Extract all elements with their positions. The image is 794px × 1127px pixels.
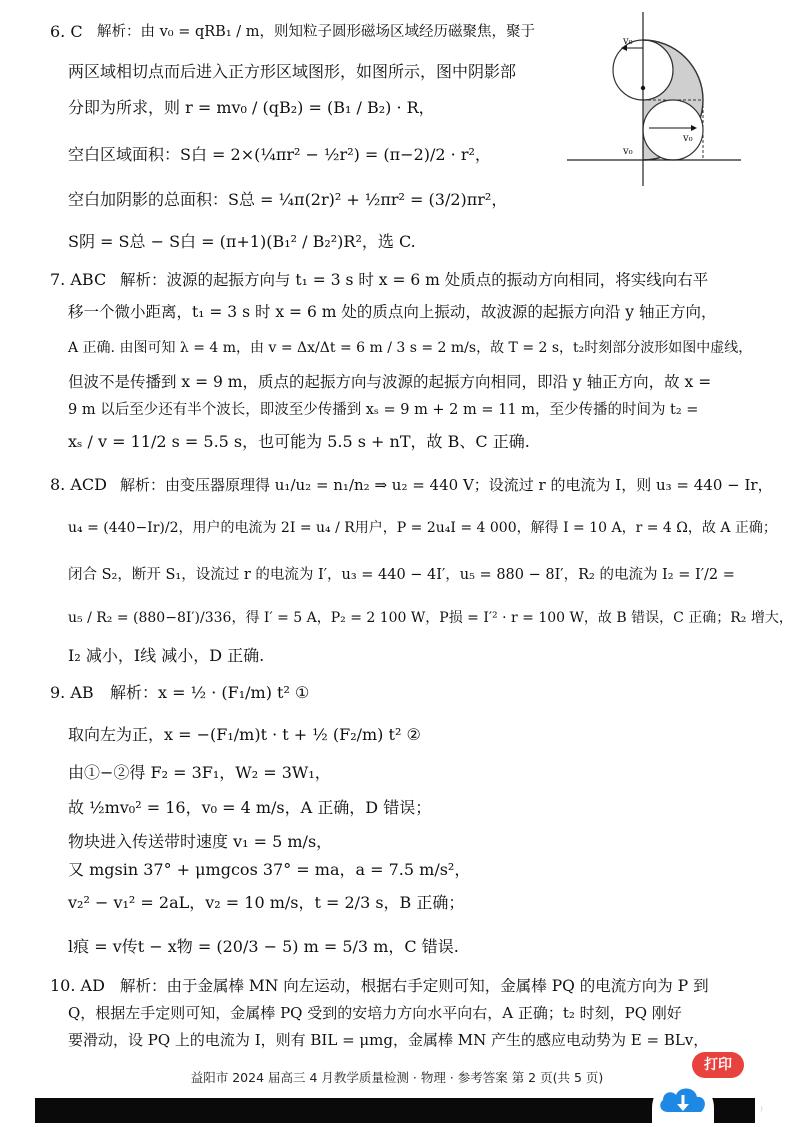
text-line: Q，根据左手定则可知，金属棒 PQ 受到的安培力方向水平向右，A 正确；t₂ 时刻，PQ 刚好 — [68, 1004, 682, 1022]
text-line: xₛ / v = 11/2 s = 5.5 s，也可能为 5.5 s + nT，故 B、C 正确. — [68, 432, 530, 451]
cloud-download-icon — [652, 1078, 714, 1123]
text-line: v₂² − v₁² = 2aL，v₂ = 10 m/s，t = 2/3 s，B 正确； — [68, 893, 465, 912]
text-line: 要滑动，设 PQ 上的电流为 I，则有 BIL = μmg，金属棒 MN 产生的感应电动势为 E = BLv， — [68, 1031, 709, 1049]
text-line: u₄ = (440−Ir)/2，用户的电流为 2I = u₄ / R用户，P = 2u₄I = 4 000，解得 I = 10 A，r = 4 Ω，故 A 正确； — [68, 520, 777, 536]
question-number-8: 8. ACD — [50, 475, 107, 494]
diagram-label-v0-bottom: v₀ — [623, 146, 633, 157]
print-button[interactable]: 打印 — [692, 1052, 744, 1078]
text-line: 取向左为正，x = −(F₁/m)t · t + ½ (F₂/m) t² ② — [68, 725, 421, 744]
text-line: 又 mgsin 37° + μmgcos 37° = ma，a = 7.5 m/s²， — [68, 860, 471, 879]
question-number-7: 7. ABC — [50, 270, 107, 289]
question-number-6: 6. C — [50, 22, 83, 41]
text-line: 空白区域面积：S白 = 2×(¼πr² − ½r²) = (π−2)/2 · r²， — [68, 145, 491, 164]
text-line: 故 ½mv₀² = 16，v₀ = 4 m/s，A 正确，D 错误； — [68, 798, 432, 817]
diagram-label-v0-mid: v₀ — [683, 133, 693, 144]
diagram-label-v0-top: v₀ — [623, 36, 633, 47]
page-footer: 益阳市 2024 届高三 4 月教学质量检测 · 物理 · 参考答案 第 2 页(共 5 页) — [190, 1070, 604, 1085]
text-line: 解析：x = ½ · (F₁/m) t² ① — [110, 683, 310, 702]
text-line: 但波不是传播到 x = 9 m，质点的起振方向与波源的起振方向相同，即沿 y 轴正方向，故 x = — [68, 373, 712, 391]
text-line: u₅ / R₂ = (880−8I′)/336，得 I′ = 5 A，P₂ = 2 100 W，P损 = I′² · r = 100 W，故 B 错误，C 正确；R₂ 增大， — [68, 610, 793, 626]
question-number-9: 9. AB — [50, 683, 94, 702]
text-line: A 正确. 由图可知 λ = 4 m，由 v = Δx/Δt = 6 m / 3 s = 2 m/s，故 T = 2 s，t₂时刻部分波形如图中虚线， — [68, 340, 753, 356]
text-line: 分即为所求，则 r = mv₀ / (qB₂) = (B₁ / B₂) · R， — [68, 98, 435, 117]
text-line: 物块进入传送带时速度 v₁ = 5 m/s， — [68, 832, 333, 851]
small-circle-bottom — [643, 100, 703, 160]
question-number-10: 10. AD — [50, 976, 105, 995]
corner-mark: ⁾ — [760, 1104, 763, 1118]
text-line: 两区域相切点而后进入正方形区域图形，如图所示，图中阴影部 — [68, 62, 517, 81]
text-line: 由①−②得 F₂ = 3F₁，W₂ = 3W₁， — [68, 763, 331, 782]
text-line: 闭合 S₂，断开 S₁，设流过 r 的电流为 I′，u₃ = 440 − 4I′，u₅ = 880 − 8I′，R₂ 的电流为 I₂ = I′/2 = — [68, 567, 735, 583]
text-line: l痕 = v传t − x物 = (20/3 − 5) m = 5/3 m，C 错误. — [68, 937, 459, 956]
text-line: 解析：波源的起振方向与 t₁ = 3 s 时 x = 6 m 处质点的振动方向相同，将实线向右平 — [120, 271, 709, 289]
text-line: 解析：由变压器原理得 u₁/u₂ = n₁/n₂ ⇒ u₂ = 440 V；设流过 r 的电流为 I，则 u₃ = 440 − Ir， — [120, 476, 773, 494]
magnetic-focusing-diagram — [565, 8, 745, 188]
download-button[interactable] — [652, 1078, 714, 1123]
text-line: 空白加阴影的总面积：S总 = ¼π(2r)² + ½πr² = (3/2)πr²， — [68, 190, 508, 209]
text-line: 解析：由 v₀ = qRB₁ / m，则知粒子圆形磁场区域经历磁聚焦，聚于 — [97, 24, 535, 40]
text-line: I₂ 减小，I线 减小，D 正确. — [68, 646, 265, 665]
text-line: 9 m 以后至少还有半个波长，即波至少传播到 xₛ = 9 m + 2 m = 11 m，至少传播的时间为 t₂ = — [68, 402, 699, 418]
text-line: 解析：由于金属棒 MN 向左运动，根据右手定则可知，金属棒 PQ 的电流方向为 P 到 — [120, 977, 709, 995]
text-line: 移一个微小距离，t₁ = 3 s 时 x = 6 m 处的质点向上振动，故波源的起振方向沿 y 轴正方向， — [68, 303, 717, 321]
text-line: S阴 = S总 − S白 = (π+1)(B₁² / B₂²)R²，选 C. — [68, 232, 416, 251]
bottom-toolbar — [35, 1098, 755, 1123]
